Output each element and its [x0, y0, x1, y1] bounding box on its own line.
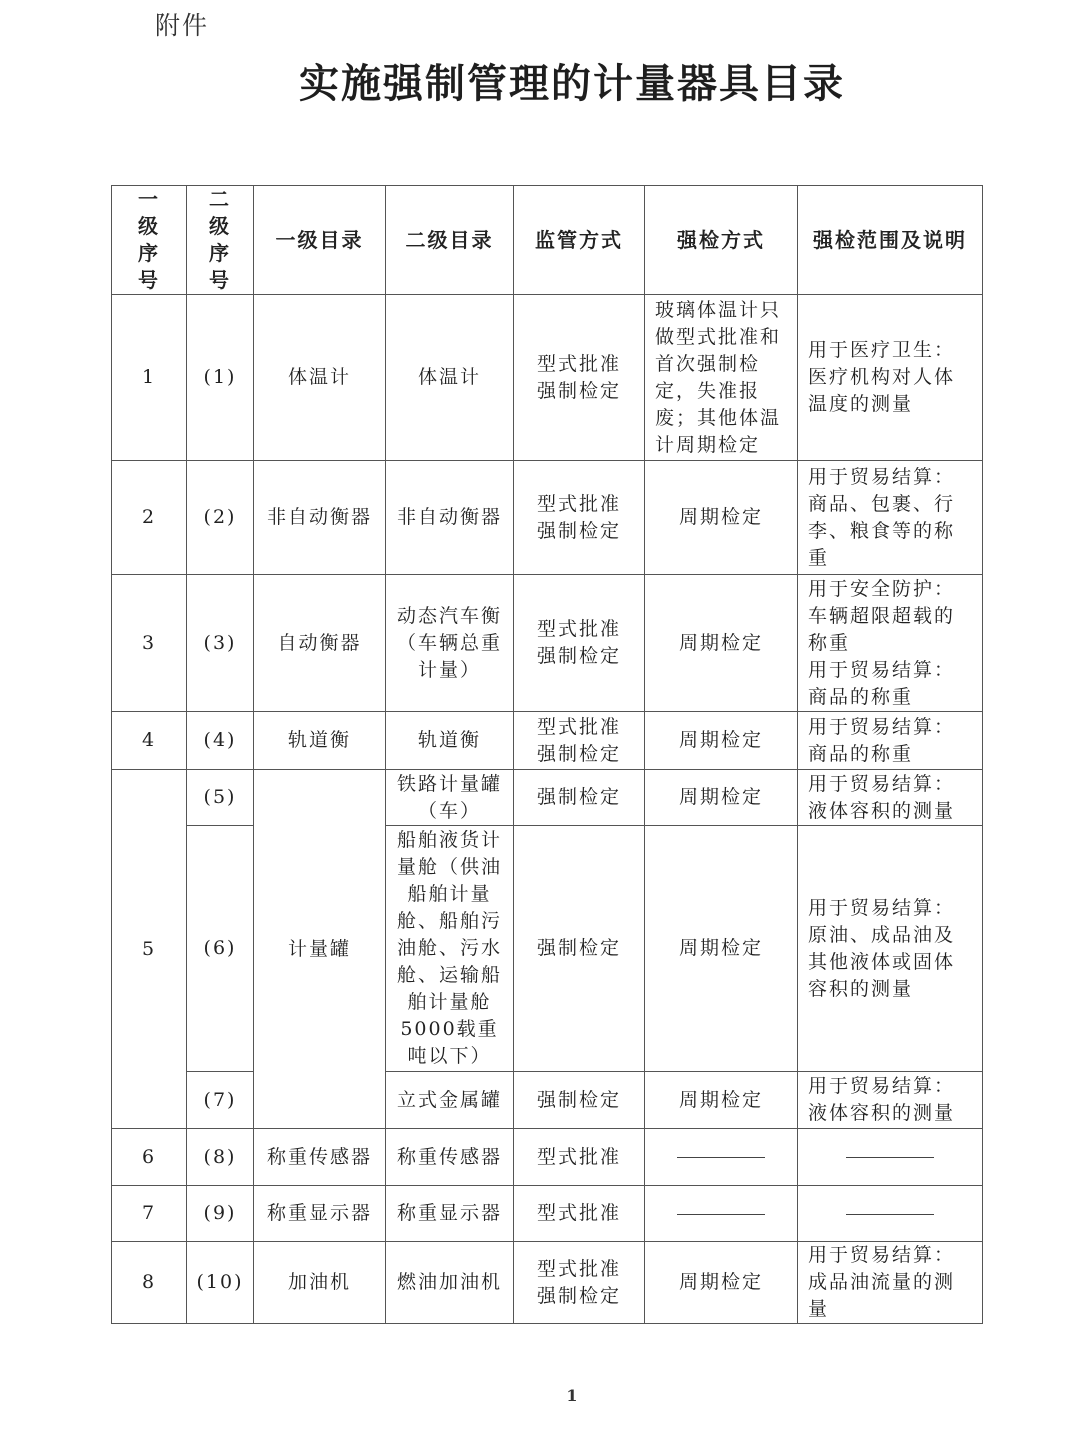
- scope: 用于医疗卫生：医疗机构对人体温度的测量: [798, 295, 983, 461]
- supervision: 型式批准: [514, 1186, 645, 1242]
- level1-catalog: 轨道衡: [254, 712, 386, 770]
- table-row: [112, 826, 983, 1072]
- table-row: [112, 712, 983, 770]
- level1-catalog: 自动衡器: [254, 575, 386, 712]
- level1-no: 6: [112, 1129, 187, 1186]
- level2-catalog: 体温计: [386, 295, 514, 461]
- inspection: 周期检定: [645, 826, 798, 1072]
- supervision: 型式批准: [514, 1129, 645, 1186]
- level1-catalog: 称重显示器: [254, 1186, 386, 1242]
- catalog-table: [111, 185, 983, 1324]
- supervision: 型式批准 强制检定: [514, 461, 645, 575]
- level2-catalog: 轨道衡: [386, 712, 514, 770]
- header-supervision: 监管方式: [514, 186, 645, 295]
- supervision: 强制检定: [514, 826, 645, 1072]
- level2-catalog: 燃油加油机: [386, 1242, 514, 1324]
- supervision: 强制检定: [514, 1072, 645, 1129]
- header-level2-no: 二级序号: [187, 186, 254, 295]
- level1-no: 8: [112, 1242, 187, 1324]
- supervision: 强制检定: [514, 770, 645, 826]
- inspection: 周期检定: [645, 1242, 798, 1324]
- level1-no: 4: [112, 712, 187, 770]
- supervision: 型式批准 强制检定: [514, 712, 645, 770]
- supervision: 型式批准 强制检定: [514, 1242, 645, 1324]
- level1-no: 3: [112, 575, 187, 712]
- inspection: 周期检定: [645, 1072, 798, 1129]
- level1-catalog: 称重传感器: [254, 1129, 386, 1186]
- level2-no: (4): [187, 712, 254, 770]
- inspection: [645, 1186, 798, 1242]
- dash-mark: [677, 1214, 765, 1215]
- dash-mark: [846, 1157, 934, 1158]
- level2-no: (8): [187, 1129, 254, 1186]
- level2-catalog: 船舶液货计量舱（供油船舶计量舱、船舶污油舱、污水舱、运输船舶计量舱5000载重吨以下）: [386, 826, 514, 1072]
- scope: [798, 1129, 983, 1186]
- page-number: 1: [566, 1386, 578, 1405]
- inspection: 周期检定: [645, 770, 798, 826]
- page-title: 实施强制管理的计量器具目录: [299, 61, 845, 107]
- dash-mark: [677, 1157, 765, 1158]
- level2-catalog: 动态汽车衡（车辆总重计量）: [386, 575, 514, 712]
- level1-no: 1: [112, 295, 187, 461]
- table-row: [112, 1242, 983, 1324]
- table-row: [112, 295, 983, 461]
- attachment-label: 附件: [155, 11, 210, 40]
- level2-no: (3): [187, 575, 254, 712]
- level1-no: 5: [112, 770, 187, 1129]
- level2-no: (6): [187, 826, 254, 1072]
- level2-no: (5): [187, 770, 254, 826]
- table-row: [112, 461, 983, 575]
- header-inspection: 强检方式: [645, 186, 798, 295]
- table-row: [112, 1186, 983, 1242]
- level1-catalog: 非自动衡器: [254, 461, 386, 575]
- inspection: 周期检定: [645, 575, 798, 712]
- level2-no: (1): [187, 295, 254, 461]
- level2-no: (7): [187, 1072, 254, 1129]
- dash-mark: [846, 1214, 934, 1215]
- level1-no: 2: [112, 461, 187, 575]
- supervision: 型式批准 强制检定: [514, 575, 645, 712]
- inspection: 周期检定: [645, 461, 798, 575]
- level2-catalog: 非自动衡器: [386, 461, 514, 575]
- scope: 用于贸易结算：液体容积的测量: [798, 1072, 983, 1129]
- level1-catalog: 体温计: [254, 295, 386, 461]
- level2-catalog: 称重传感器: [386, 1129, 514, 1186]
- table-row: [112, 1072, 983, 1129]
- scope: 用于贸易结算：成品油流量的测量: [798, 1242, 983, 1324]
- scope: 用于贸易结算：商品的称重: [798, 712, 983, 770]
- scope: 用于贸易结算：原油、成品油及其他液体或固体容积的测量: [798, 826, 983, 1072]
- level2-no: (9): [187, 1186, 254, 1242]
- header-level2-catalog: 二级目录: [386, 186, 514, 295]
- header-level1-catalog: 一级目录: [254, 186, 386, 295]
- level2-no: (10): [187, 1242, 254, 1324]
- level1-no: 7: [112, 1186, 187, 1242]
- level2-catalog: 称重显示器: [386, 1186, 514, 1242]
- supervision: 型式批准 强制检定: [514, 295, 645, 461]
- scope: [798, 1186, 983, 1242]
- inspection: 玻璃体温计只做型式批准和首次强制检定，失准报废；其他体温计周期检定: [645, 295, 798, 461]
- header-level1-no: 一级序号: [112, 186, 187, 295]
- inspection: [645, 1129, 798, 1186]
- level2-no: (2): [187, 461, 254, 575]
- scope: 用于安全防护：车辆超限超载的称重 用于贸易结算：商品的称重: [798, 575, 983, 712]
- level2-catalog: 立式金属罐: [386, 1072, 514, 1129]
- level1-catalog: 加油机: [254, 1242, 386, 1324]
- inspection: 周期检定: [645, 712, 798, 770]
- table-row: [112, 770, 983, 826]
- level1-catalog: 计量罐: [254, 770, 386, 1129]
- scope: 用于贸易结算：商品、包裹、行李、粮食等的称重: [798, 461, 983, 575]
- table-row: [112, 1129, 983, 1186]
- level2-catalog: 铁路计量罐（车）: [386, 770, 514, 826]
- table-row: [112, 575, 983, 712]
- table-header-row: [112, 186, 983, 295]
- scope: 用于贸易结算：液体容积的测量: [798, 770, 983, 826]
- header-scope: 强检范围及说明: [798, 186, 983, 295]
